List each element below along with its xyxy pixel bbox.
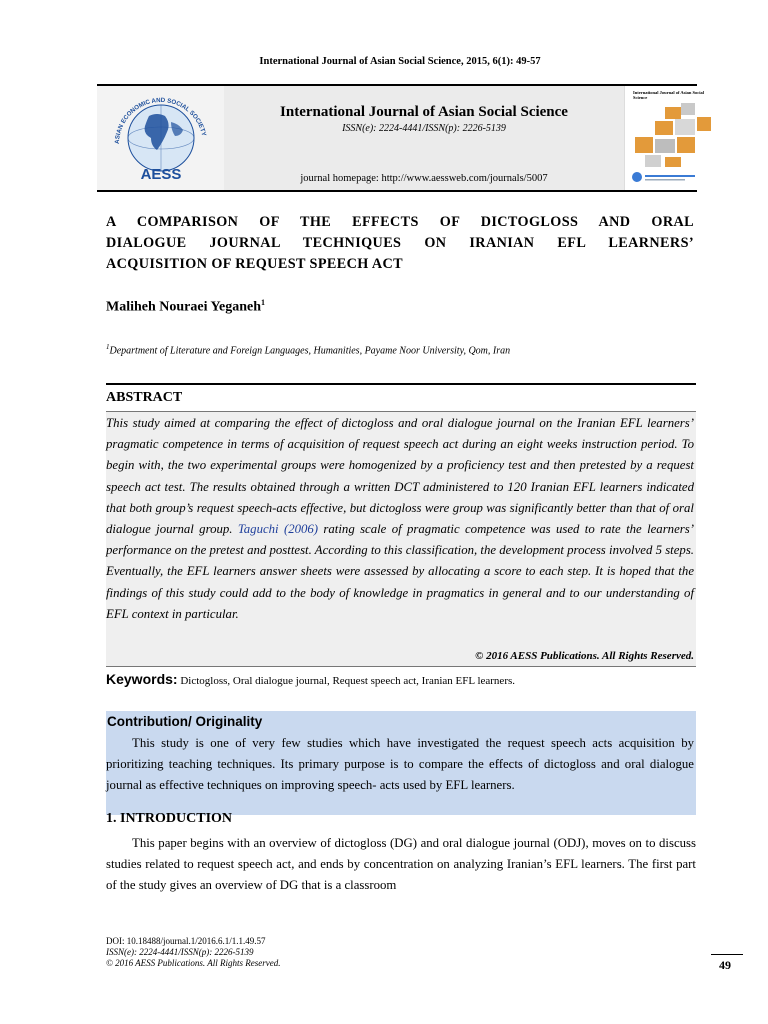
puzzle-cover-icon — [625, 101, 720, 186]
globe-logo-icon — [97, 86, 224, 190]
abstract-text-part: rating scale of pragmatic competence was used to rate the learners’ performance on the pretest and posttest. According to this classification, the development process involved 5 steps. Eventually, the EFL learners answer sheets were assessed by allocating a score to each step. It is hoped that the findings of this study could add to the body of knowledge in pragmatics in general and to our understanding of EFL context in particular. — [106, 522, 694, 621]
title-line: DIALOGUE JOURNAL TECHNIQUES ON IRANIAN EFL LEARNERS’ — [106, 235, 694, 251]
abstract-divider — [106, 383, 696, 385]
abstract-text — [106, 413, 694, 625]
footer-doi[interactable]: DOI: 10.18488/journal.1/2016.6.1/1.1.49.57 — [106, 936, 266, 946]
aess-logo — [97, 86, 224, 190]
journal-homepage — [224, 173, 624, 184]
abstract-box — [106, 411, 696, 667]
citation-link[interactable]: Taguchi (2006) — [237, 522, 319, 537]
affiliation-text: Department of Literature and Foreign Languages, Humanities, Payame Noor University, Qom, Iran — [109, 345, 511, 357]
journal-banner — [97, 84, 705, 192]
banner-center — [224, 86, 624, 190]
logo-label: AESS — [140, 166, 182, 183]
affiliation-superscript: 1 — [106, 343, 110, 351]
author-text: Maliheh Nouraei Yeganeh — [106, 299, 262, 315]
title-line: ACQUISITION OF REQUEST SPEECH ACT — [106, 256, 404, 272]
author-superscript: 1 — [261, 298, 266, 307]
article-title — [106, 212, 694, 275]
logo-arc-text: ASIAN ECONOMIC AND SOCIAL SOCIETY — [113, 96, 208, 145]
running-head: International Journal of Asian Social Science, 2015, 6(1): 49-57 — [259, 56, 541, 67]
author-name — [106, 298, 265, 316]
homepage-link[interactable]: http://www.aessweb.com/journals/5007 — [381, 173, 548, 184]
homepage-label: journal homepage: — [300, 173, 379, 184]
keywords-text: Dictogloss, Oral dialogue journal, Request speech act, Iranian EFL learners. — [180, 675, 516, 687]
keywords — [106, 671, 515, 687]
journal-title: International Journal of Asian Social Science — [280, 104, 568, 120]
introduction-heading: 1. INTRODUCTION — [106, 811, 233, 826]
abstract-text-part: This study aimed at comparing the effect of dictogloss and oral dialogue journal on the Iranian EFL learners’ pragmatic competence in terms of acquisition of request speech act during an eight weeks instruction period. To begin with, the two experimental groups were homogenized by a proficiency test and then pretested by a request speech act test. The results obtained through a written DCT administered to 120 Iranian EFL learners indicated that both group’s request speech-acts effective, but dictogloss were group was significantly better than that of oral dialogue journal group. — [106, 416, 694, 537]
contribution-box — [106, 711, 696, 815]
page-number: 49 — [719, 958, 731, 972]
page-number-rule — [711, 954, 743, 955]
introduction-text: This paper begins with an overview of dictogloss (DG) and oral dialogue journal (ODJ), moves on to discuss studies related to request speech act, and ends by concentration on analyzing Iranian’s EFL learners. The first part of the study gives an overview of DG that is a classroom — [106, 836, 696, 892]
page-footer — [106, 936, 281, 969]
author-affiliation — [106, 343, 510, 356]
journal-cover-thumbnail — [624, 86, 720, 190]
keywords-label: Keywords: — [106, 671, 178, 687]
contribution-text: This study is one of very few studies which have investigated the request speech acts acquisition by prioritizing teaching techniques. Its primary purpose is to compare the effects of dictogloss and oral dialogue journal as effective techniques on improving speech- acts used by EFL learners. — [106, 736, 694, 792]
title-line: A COMPARISON OF THE EFFECTS OF DICTOGLOSS AND ORAL — [106, 214, 694, 230]
contribution-heading: Contribution/ Originality — [107, 714, 263, 729]
cover-title: International Journal of Asian Social Science — [633, 90, 705, 101]
journal-issn: ISSN(e): 2224-4441/ISSN(p): 2226-5139 — [342, 123, 506, 134]
footer-issn: ISSN(e): 2224-4441/ISSN(p): 2226-5139 — [106, 947, 254, 957]
footer-copyright: © 2016 AESS Publications. All Rights Reserved. — [106, 958, 281, 968]
abstract-heading: ABSTRACT — [106, 390, 183, 405]
abstract-copyright: © 2016 AESS Publications. All Rights Reserved. — [475, 650, 694, 662]
